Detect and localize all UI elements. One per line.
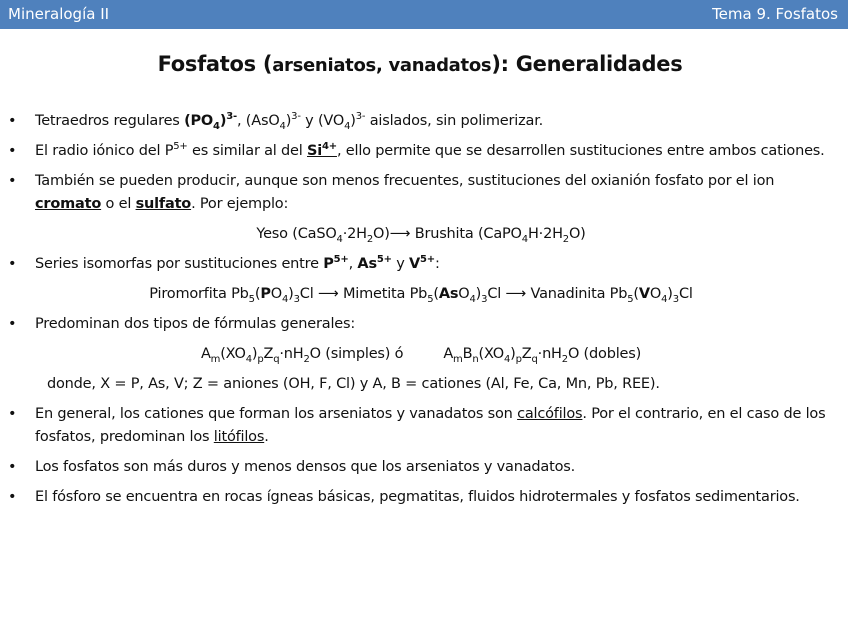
text: y (VO xyxy=(300,113,345,129)
text: , (AsO xyxy=(236,113,280,129)
bullet-fosforo: • El fósforo se encuentra en rocas ígneas básicas, pegmatitas, fluidos hidrotermales y fosfatos sedimentarios. xyxy=(8,486,834,509)
bullet-sustituciones: • También se pueden producir, aunque son menos frecuentes, sustituciones del oxianión fosfato por el ion cromato o el sulfato. Por ejemplo: xyxy=(8,170,834,216)
equation-yeso-brushita: Yeso $(CaSO_4\cdot 2H_2O)⟶$ Brushita $(CaPO_4H\cdot 2H_2O)$ xyxy=(256,226,586,245)
arrow-icon: ⟶ xyxy=(317,286,339,302)
bullet-cationes: • En general, los cationes que forman los arseniatos y vanadatos son calcófilos. Por el contrario, en el caso de los fosfatos, predominan los litófilos. xyxy=(8,403,834,449)
bullet-tetraedros: • Tetraedros regulares $(PO_4)^{3-}$, $(AsO_4)^{3-}$ y $(VO_4)^{3-}$ aislados, sin polimerizar. xyxy=(8,110,834,133)
bullet-dureza: • Los fosfatos son más duros y menos densos que los arseniatos y vanadatos. xyxy=(8,456,834,479)
topic-title: Tema 9. Fosfatos xyxy=(712,5,838,23)
litofilos-term: litófilos xyxy=(213,429,265,445)
donde-definitions: donde, X = P, As, V; Z = aniones (OH, F, Cl) y A, B = cationes (Al, Fe, Ca, Mn, Pb, REE). xyxy=(47,376,660,392)
arrow-icon: ⟶ xyxy=(389,226,411,242)
arrow-icon: ⟶ xyxy=(505,286,527,302)
equation-piromorfita-series: Piromorfita $Pb_5(PO_4)_3Cl$ ⟶ Mimetita $Pb_5(AsO_4)_3Cl$ ⟶ Vanadinita $Pb_5(VO_4)_3Cl$ xyxy=(149,286,693,305)
slide-title xyxy=(0,52,840,76)
cromato-term: cromato xyxy=(35,196,102,212)
formula-po4: $(PO_4)^{3-}$ xyxy=(184,111,237,132)
title-part: Fosfatos ( xyxy=(157,52,273,76)
bullet-series-isomorfas: • Series isomorfas por sustituciones entre $P^{5+}$, $As^{5+}$ y $V^{5+}$: xyxy=(8,253,834,276)
bullet-radio-ionico: • El radio iónico del $P^{5+}$ es similar al del $Si^{4+}$, ello permite que se desarrollen sustituciones entre ambos cationes. xyxy=(8,140,834,163)
slide-header xyxy=(0,0,848,29)
title-part: ): Generalidades xyxy=(491,52,683,76)
si-term: $Si^{4+}$ xyxy=(307,141,337,159)
equation-formulas-generales: $A_m(XO_4)_pZ_q\cdot nH_2O$ (simples) ó $A_mB_n(XO_4)_pZ_q\cdot nH_2O$ (dobles) xyxy=(200,346,642,365)
title-subtopics: arseniatos, vanadatos xyxy=(272,55,492,76)
calcofilos-term: calcófilos xyxy=(517,406,583,422)
text: aislados, sin polimerizar. xyxy=(365,113,544,129)
text: Tetraedros regulares xyxy=(35,113,185,129)
bullet-formulas-generales: • Predominan dos tipos de fórmulas generales: xyxy=(8,313,834,336)
slide-content xyxy=(8,110,834,516)
sulfato-term: sulfato xyxy=(135,196,192,212)
course-title: Mineralogía II xyxy=(8,5,110,23)
